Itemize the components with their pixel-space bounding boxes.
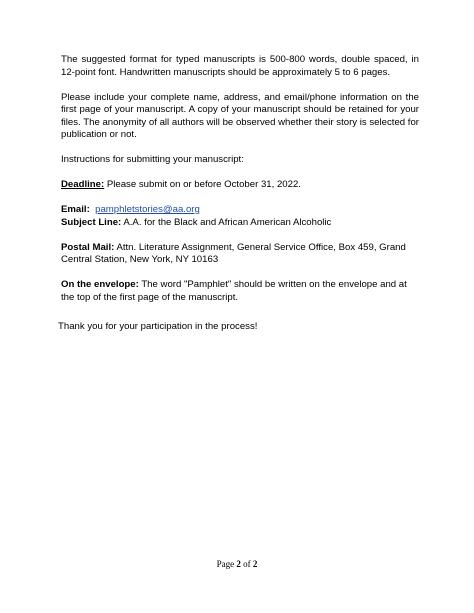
document-body [58, 54, 419, 346]
thanks-paragraph: Thank you for your participation in the process! [58, 320, 258, 332]
page-total: 2 [252, 559, 258, 569]
subject-line [61, 217, 419, 230]
postal-label: Postal Mail: [61, 241, 115, 253]
subject-label: Subject Line: [61, 216, 122, 228]
format-paragraph: The suggested format for typed manuscripts is 500-800 words, double spaced, in 12-point font. Handwritten manuscripts should be approximately 5 to 6 pages. [61, 54, 419, 78]
postal-mail-paragraph [61, 242, 419, 267]
envelope-label: On the envelope: [61, 279, 139, 290]
envelope-text: The word "Pamphlet" should be written on the envelope and at the top of the first page of the manuscript. [61, 279, 407, 303]
page-current: 2 [236, 559, 241, 569]
email-label: Email: [61, 204, 90, 215]
page-of: of [240, 559, 253, 569]
email-line [61, 204, 419, 217]
envelope-paragraph [61, 279, 419, 304]
instructions-paragraph: Instructions for submitting your manuscript: [61, 154, 244, 165]
page-number-footer [0, 559, 474, 570]
postal-text: Attn. Literature Assignment, General Service Office, Box 459, Grand Central Station, New York, NY 10163 [61, 241, 406, 265]
include-info-paragraph: Please include your complete name, address, and email/phone information on the first page of your manuscript. A copy of your manuscript should be retained for your files. The anonymity of all authors will be observed whether their story is selected for publication or not. [61, 91, 419, 140]
deadline-text: Please submit on or before October 31, 2022. [104, 179, 301, 190]
email-link[interactable]: pamphletstories@aa.org [95, 204, 200, 215]
deadline-paragraph [61, 179, 419, 192]
page-prefix: Page [216, 559, 237, 569]
subject-text: A.A. for the Black and African American Alcoholic [121, 216, 332, 228]
deadline-label: Deadline: [61, 179, 105, 190]
